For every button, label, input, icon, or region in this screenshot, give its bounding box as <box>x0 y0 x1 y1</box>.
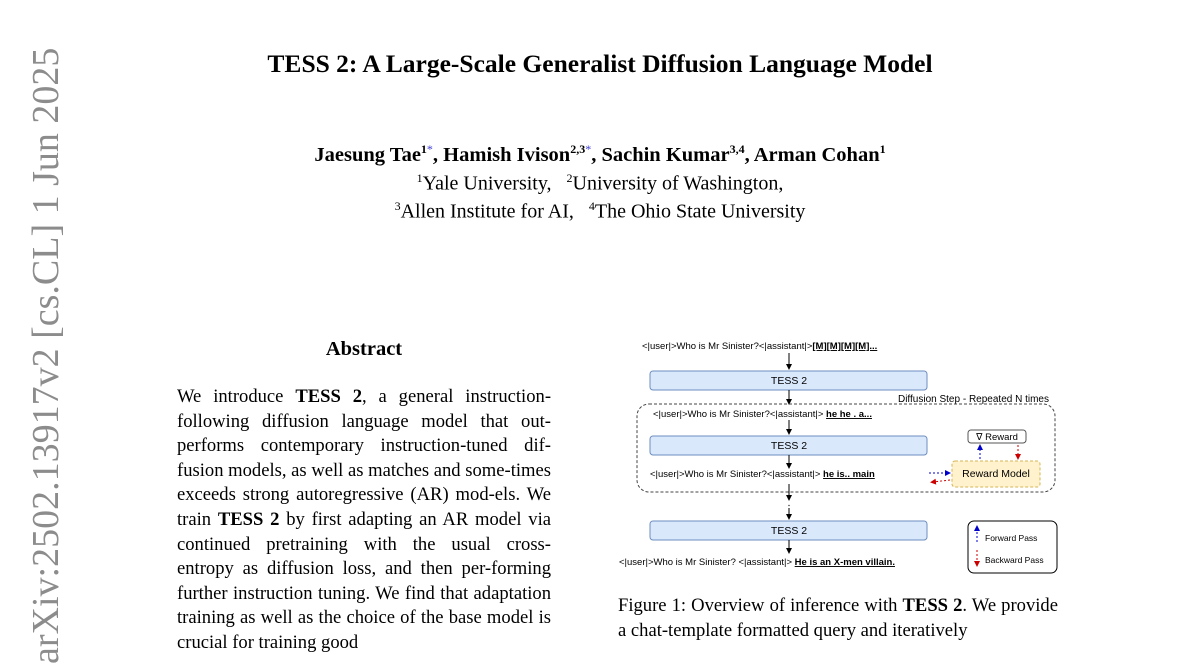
affiliations-line-2 <box>0 199 1200 224</box>
affil-sup: 2 <box>566 171 573 185</box>
model-label: TESS 2 <box>770 440 808 452</box>
figure-1-diagram <box>615 336 1065 581</box>
affil-sup: 4 <box>588 199 595 213</box>
abstract-body <box>177 385 551 656</box>
legend-backward-label: Backward Pass <box>985 555 1044 565</box>
repeat-dots: ⋮ <box>784 504 794 515</box>
arxiv-identifier-sidebar: arXiv:2502.13917v2 [cs.CL] 1 Jun 2025 <box>25 47 67 664</box>
author-affil-sup: 1 <box>879 142 886 156</box>
model-label: TESS 2 <box>770 375 808 387</box>
affiliation: Yale University, <box>422 172 552 195</box>
author-affil-sup: 1 <box>420 142 427 156</box>
affil-sup: 3 <box>394 199 401 213</box>
reward-model-label: Reward Model <box>962 468 1030 480</box>
affiliations-line-1 <box>0 171 1200 196</box>
top-prompt-text: <|user|>Who is Mr Sinister?<|assistant|>[M][M][M][M]... <box>642 341 878 352</box>
caption-text: Figure 1: Overview of inference with <box>618 595 903 616</box>
backward-arrow <box>933 480 950 482</box>
loop-label: Diffusion Step - Repeated N times <box>897 394 1049 405</box>
abstract-text: by first adapting an AR model via continued pretraining with the usual cross-entropy as diffusion loss, and then per-forming further instruction tuning. We find that adaptation training as well as the choice of the base model is crucial for training good <box>177 508 551 653</box>
model-name-bold: TESS 2 <box>295 386 362 407</box>
author-name: Arman Cohan <box>753 143 880 166</box>
affiliation: University of Washington, <box>572 172 784 195</box>
affiliation: Allen Institute for AI, <box>400 200 574 223</box>
loop-prompt-1: <|user|>Who is Mr Sinister?<|assistant|> he he . a... <box>653 409 872 420</box>
loop-prompt-2: <|user|>Who is Mr Sinister?<|assistant|> he is.. main <box>650 469 875 480</box>
author-name: Sachin Kumar <box>601 143 730 166</box>
equal-contrib-mark: * <box>585 142 592 156</box>
author-affil-sup: 3,4 <box>729 142 745 156</box>
model-label: TESS 2 <box>770 525 808 537</box>
model-name-bold: TESS 2 <box>217 508 280 530</box>
final-output-text: <|user|>Who is Mr Sinister? <|assistant|> He is an X-men villain. <box>619 557 895 568</box>
abstract-text: , a general instruction-following diffusion language model that out-performs contemporary instruction-tuned dif-fusion models, as well as matches and some-times exceeds strong autoregressive (AR) mod-els. We train <box>177 386 552 530</box>
figure-caption <box>618 594 1058 643</box>
author-name: Hamish Ivison <box>443 143 571 166</box>
author-list: Jaesung Tae$^{1*}$, Hamish Ivison$^{2,3*}$, Sachin Kumar$^{3,4}$, Arman Cohan$^1$ <box>314 142 886 166</box>
equal-contrib-mark: * <box>426 142 433 156</box>
affiliation: The Ohio State University <box>594 200 806 223</box>
author-affil-sup: 2,3 <box>570 142 586 156</box>
legend-forward-label: Forward Pass <box>985 533 1038 543</box>
abstract-text: We introduce <box>177 386 296 407</box>
caption-text: . We provide a chat-template formatted query and iteratively <box>618 595 1058 641</box>
model-name-bold: TESS 2 <box>902 595 963 616</box>
author-name: Jaesung Tae <box>314 143 421 166</box>
reward-gradient-label: ∇ Reward <box>976 432 1018 443</box>
legend-box <box>968 521 1057 573</box>
affil-sup: 1 <box>416 171 423 185</box>
abstract-heading: Abstract <box>325 338 403 360</box>
paper-title: TESS 2: A Large-Scale Generalist Diffusion Language Model <box>267 49 933 78</box>
